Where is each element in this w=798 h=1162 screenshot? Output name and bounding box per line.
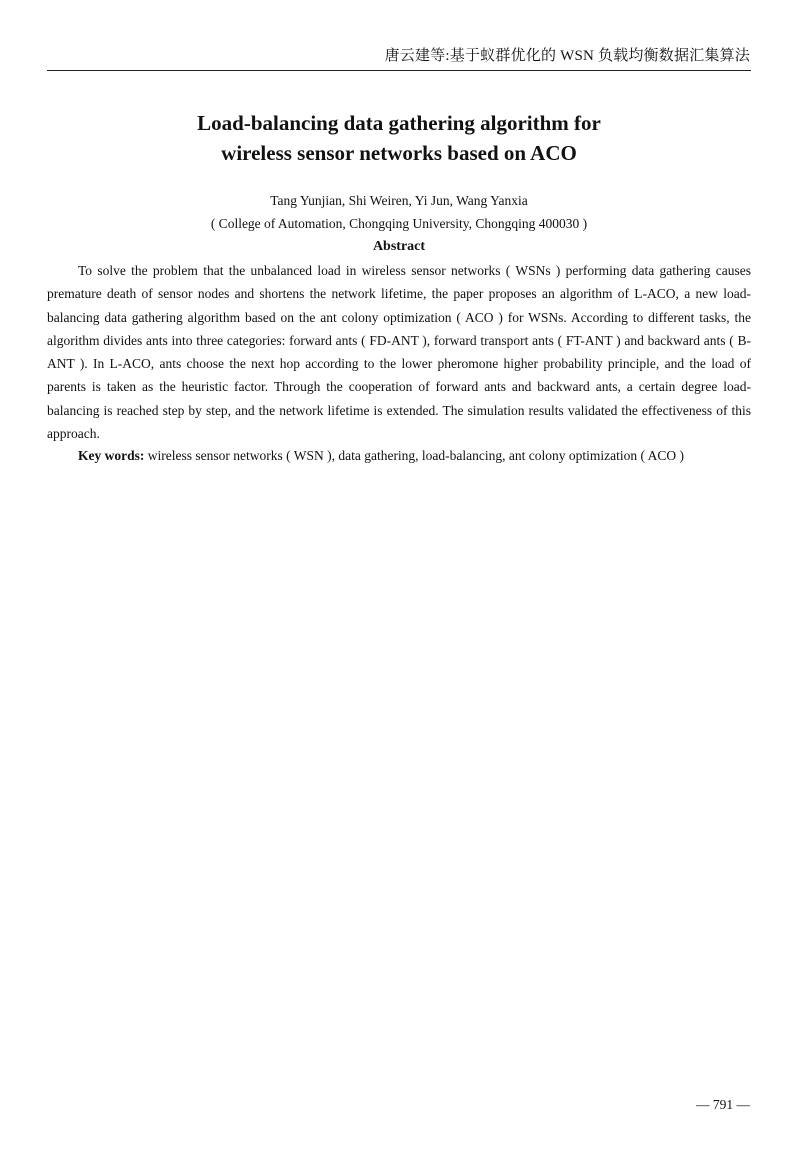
keywords-label: Key words:	[78, 448, 145, 463]
author-list: Tang Yunjian, Shi Weiren, Yi Jun, Wang Yanxia	[270, 193, 528, 208]
running-header: 唐云建等:基于蚁群优化的 WSN 负载均衡数据汇集算法	[384, 48, 750, 64]
abstract-body: To solve the problem that the unbalanced load in wireless sensor networks ( WSNs ) performing data gathering causes premature death of sensor nodes and shortens the network lifetime, the paper proposes an algorithm of L-ACO, a new load-balancing data gathering algorithm based on the ant colony optimization ( ACO ) for WSNs. According to different tasks, the algorithm divides ants into three categories: forward ants ( FD-ANT ), forward transport ants ( FT-ANT ) and backward ants ( B-ANT ). In L-ACO, ants choose the next hop according to the lower pheromone higher probability principle, and the load of parents is taken as the heuristic factor. Through the cooperation of forward ants and backward ants, a certain degree load-balancing is reached step by step, and the network lifetime is extended. The simulation results validated the effectiveness of this approach.	[47, 263, 751, 442]
keywords-paragraph	[47, 444, 751, 467]
header-rule	[47, 70, 751, 71]
title-line-1: Load-balancing data gathering algorithm for	[197, 111, 601, 135]
paper-title	[47, 108, 751, 168]
affiliation: ( College of Automation, Chongqing University, Chongqing 400030 )	[210, 216, 588, 231]
abstract-heading: Abstract	[372, 239, 426, 254]
title-line-2: wireless sensor networks based on ACO	[221, 141, 577, 165]
keywords-text: wireless sensor networks ( WSN ), data gathering, load-balancing, ant colony optimization ( ACO )	[147, 448, 684, 463]
page-number: — 791 —	[696, 1097, 750, 1112]
